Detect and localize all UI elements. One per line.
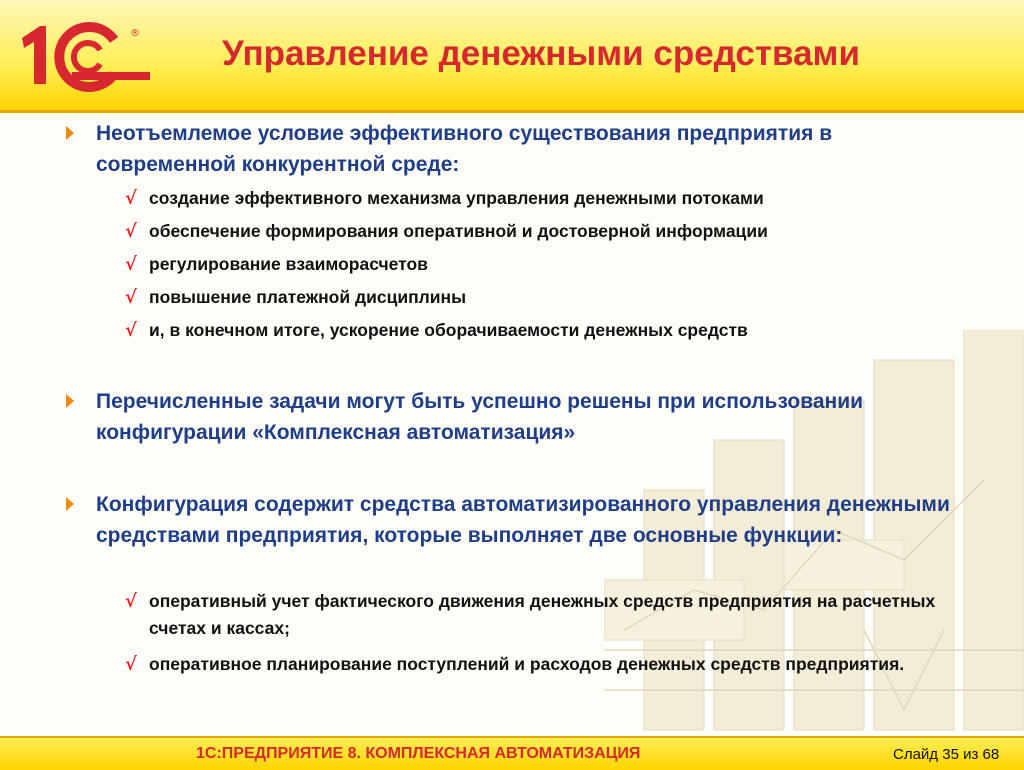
svg-text:®: ® — [130, 28, 140, 39]
footer-product-title: 1С:ПРЕДПРИЯТИЕ 8. КОМПЛЕКСНАЯ АВТОМАТИЗАЦИЯ — [196, 745, 641, 762]
arrow-bullet-icon — [66, 394, 74, 408]
checkmark-icon: √ — [125, 320, 137, 341]
sub-bullet-1-1 — [125, 185, 989, 212]
sub-bullet-3-1 — [125, 588, 989, 642]
arrow-bullet-icon — [66, 497, 74, 511]
sub-bullet-text: создание эффективного механизма управления денежными потоками — [149, 188, 764, 208]
checkmark-icon: √ — [125, 188, 137, 209]
slide-footer — [0, 736, 1024, 770]
checkmark-icon: √ — [125, 287, 137, 308]
sub-bullet-text: регулирование взаиморасчетов — [149, 254, 428, 274]
slide-counter: Слайд 35 из 68 — [893, 746, 1000, 763]
checkmark-icon: √ — [125, 221, 137, 242]
sub-bullet-1-3 — [125, 251, 989, 278]
sub-bullet-3-2 — [125, 651, 989, 678]
slide-title: Управление денежными средствами — [222, 34, 860, 73]
checkmark-icon: √ — [125, 654, 137, 675]
sub-bullet-text: оперативный учет фактического движения денежных средств предприятия на расчетных счетах и кассах; — [149, 591, 936, 638]
bullet-1-text: Неотъемлемое условие эффективного существования предприятия в современной конкурентной среде: — [96, 122, 833, 176]
sub-bullet-text: обеспечение формирования оперативной и достоверной информации — [149, 221, 768, 241]
sub-bullet-text: оперативное планирование поступлений и расходов денежных средств предприятия. — [149, 654, 905, 674]
arrow-bullet-icon — [66, 126, 74, 140]
checkmark-icon: √ — [125, 591, 137, 612]
sub-bullet-1-5 — [125, 317, 989, 344]
sub-bullet-1-2 — [125, 218, 989, 245]
bullet-3-text: Конфигурация содержит средства автоматизированного управления денежными средствами предприятия, которые выполняет две основные функции: — [96, 493, 950, 547]
sub-bullet-1-4 — [125, 284, 989, 311]
bullet-2 — [96, 386, 976, 448]
sub-bullet-text: и, в конечном итоге, ускорение оборачиваемости денежных средств — [149, 320, 748, 340]
bullet-1 — [96, 118, 976, 180]
bullet-2-text: Перечисленные задачи могут быть успешно решены при использовании конфигурации «Комплексная автоматизация» — [96, 390, 864, 444]
bullet-3 — [96, 489, 976, 551]
checkmark-icon: √ — [125, 254, 137, 275]
sub-bullet-text: повышение платежной дисциплины — [149, 287, 467, 307]
